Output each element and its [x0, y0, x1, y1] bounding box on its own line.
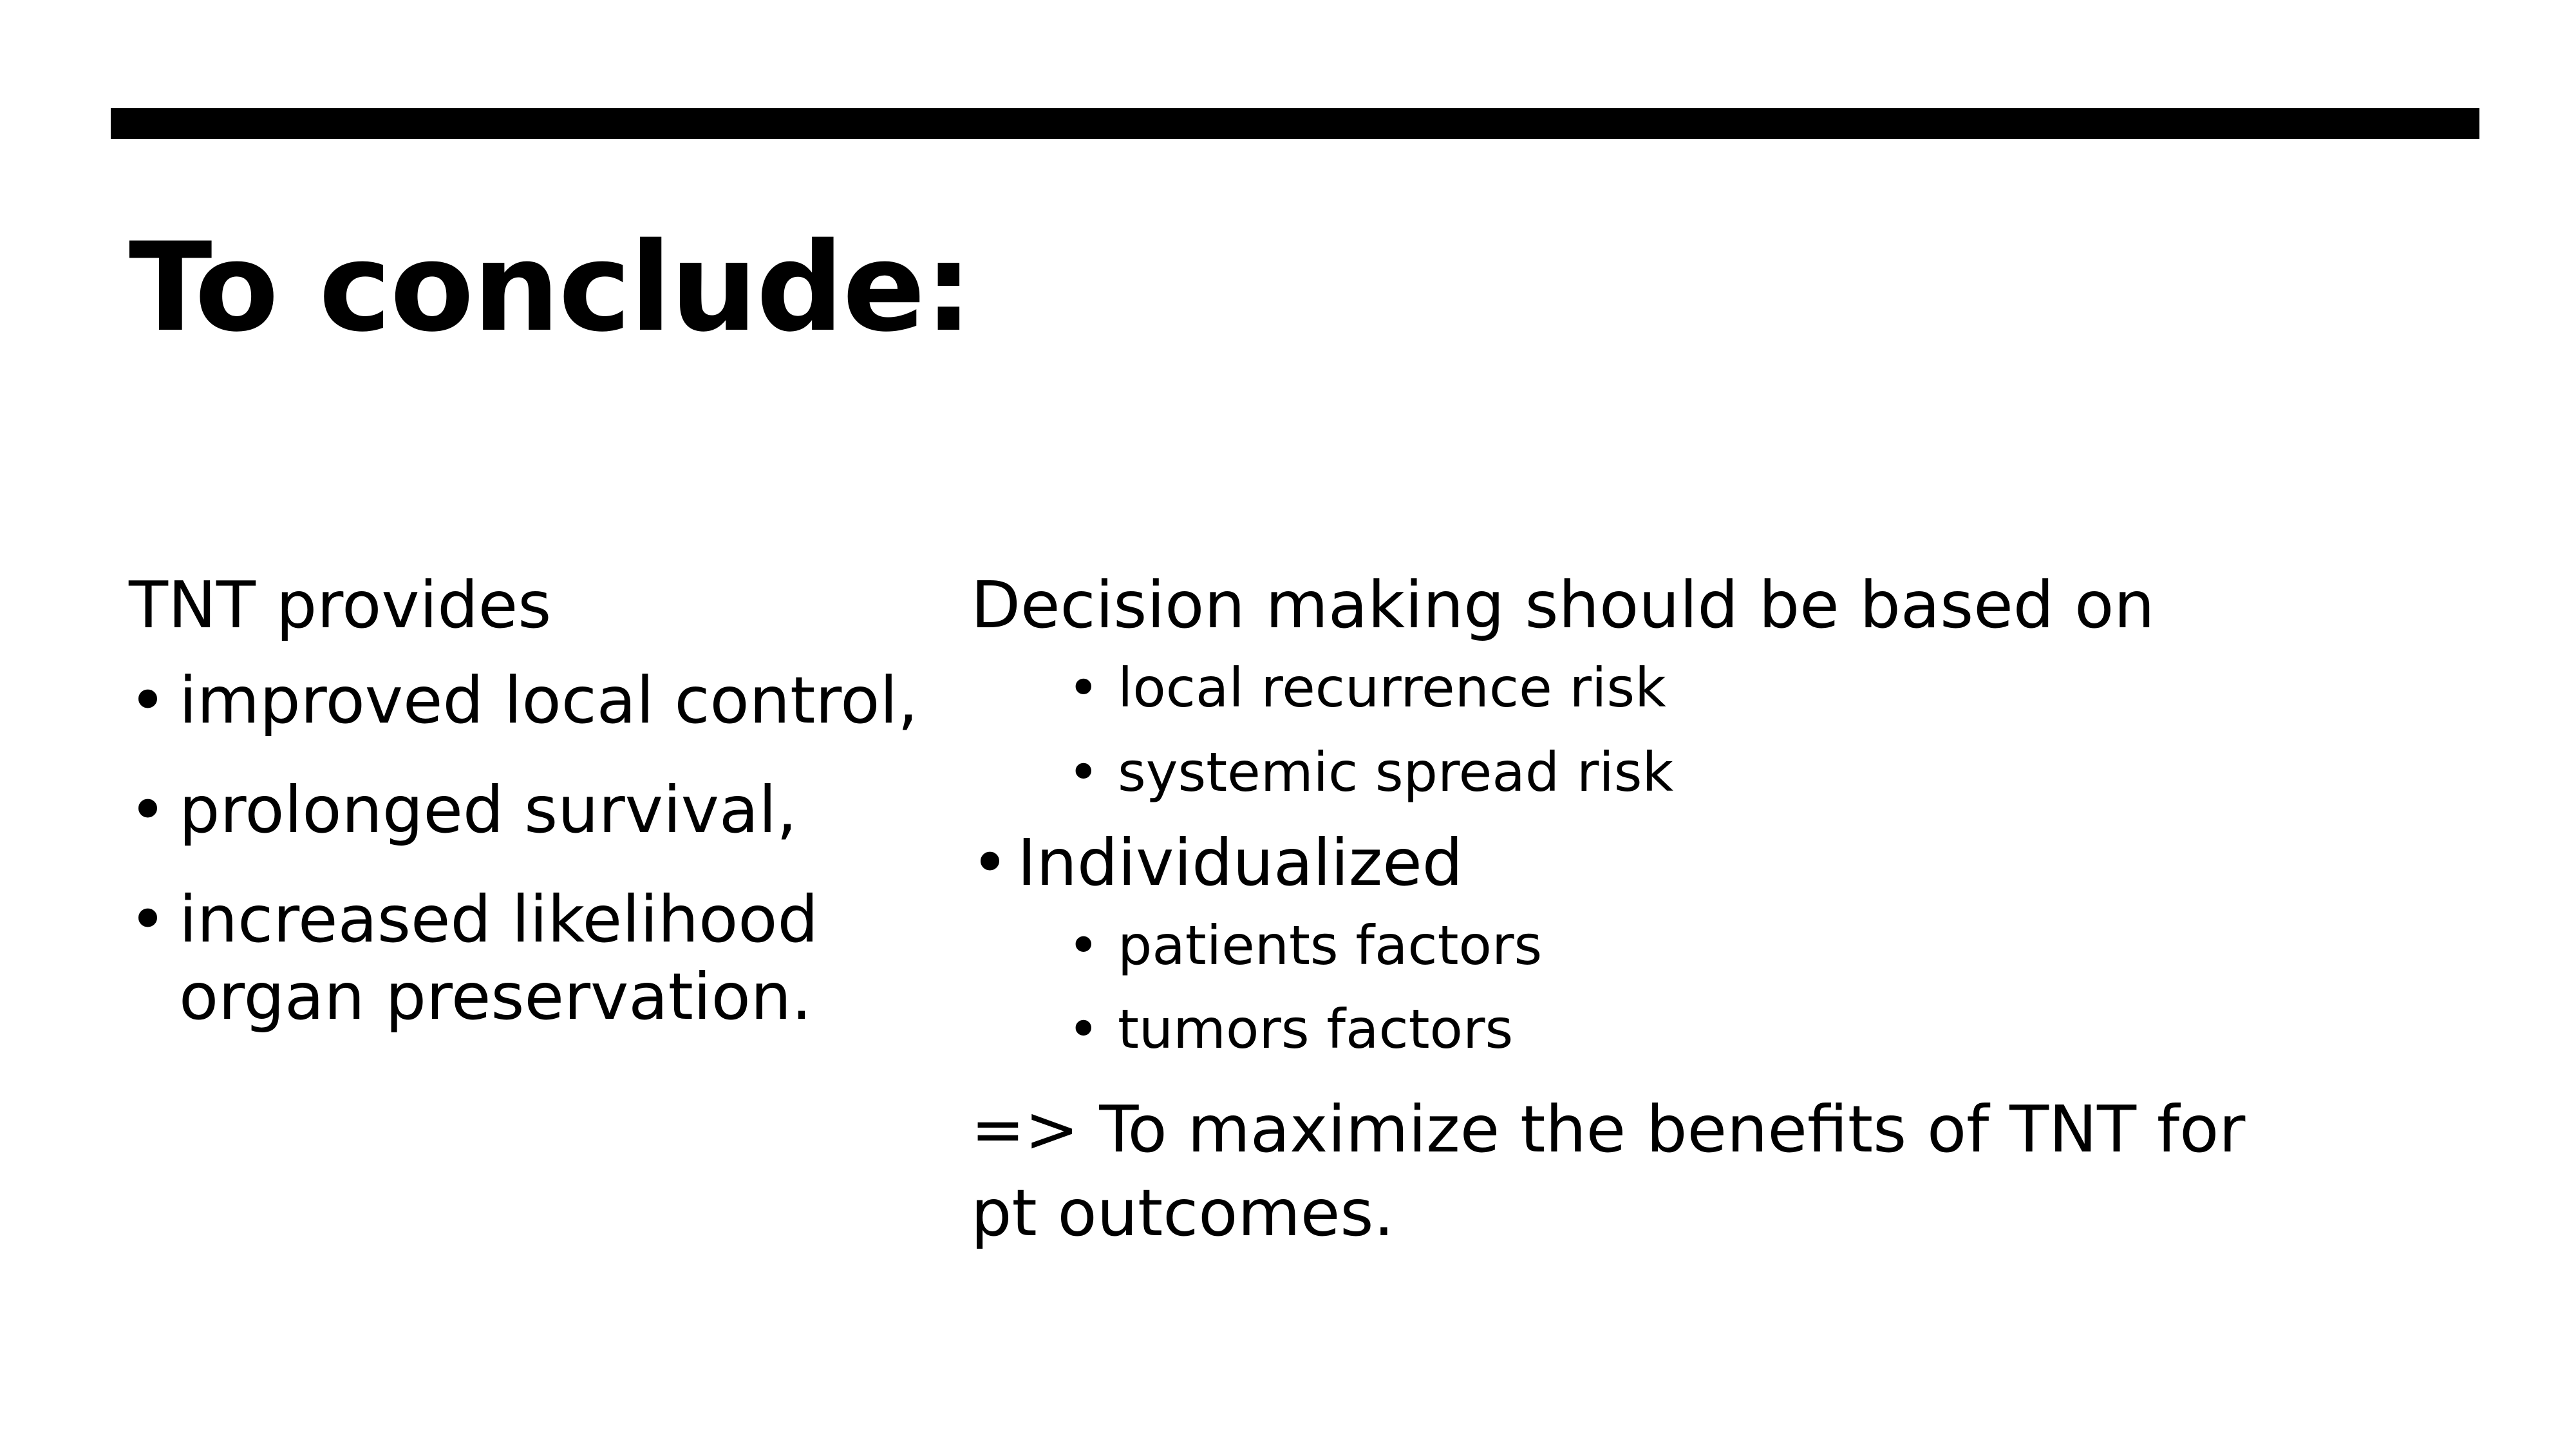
title-rule [111, 108, 2479, 139]
left-bullet-text: increased likelihood organ preservation. [179, 882, 818, 1034]
risk-sub-text: local recurrence risk [1118, 656, 1666, 719]
right-column [971, 567, 2452, 1255]
left-bullet-item [129, 881, 992, 1036]
factor-sub-item [971, 997, 2452, 1062]
bullet-icon: • [1067, 913, 1100, 977]
bullet-icon: • [129, 663, 167, 738]
conclusion-text: => To maximize the benefits of TNT for pt outcomes. [971, 1092, 2246, 1251]
bullet-icon: • [129, 882, 167, 957]
left-column [129, 567, 992, 1068]
left-bullet-item [129, 772, 992, 849]
left-bullet-item [129, 662, 992, 739]
bullet-icon: • [1067, 998, 1100, 1061]
right-intro: Decision making should be based on [971, 567, 2155, 643]
right-main-bullet-text: Individualized [1017, 824, 1463, 900]
left-intro: TNT provides [129, 567, 552, 643]
risk-sub-item [971, 656, 2452, 721]
factor-sub-text: tumors factors [1118, 998, 1514, 1061]
left-bullet-text: improved local control, [179, 663, 918, 738]
left-bullet-text: prolonged survival, [179, 772, 797, 848]
factor-sub-item [971, 913, 2452, 978]
risk-sub-text: systemic spread risk [1118, 740, 1674, 804]
right-main-bullet [971, 824, 2452, 902]
factor-sub-text: patients factors [1118, 913, 1543, 977]
bullet-icon: • [1067, 740, 1100, 804]
bullet-icon: • [1067, 656, 1100, 719]
bullet-icon: • [971, 824, 1009, 900]
risk-sub-item [971, 740, 2452, 805]
slide-title: To conclude: [129, 216, 972, 359]
bullet-icon: • [129, 772, 167, 848]
